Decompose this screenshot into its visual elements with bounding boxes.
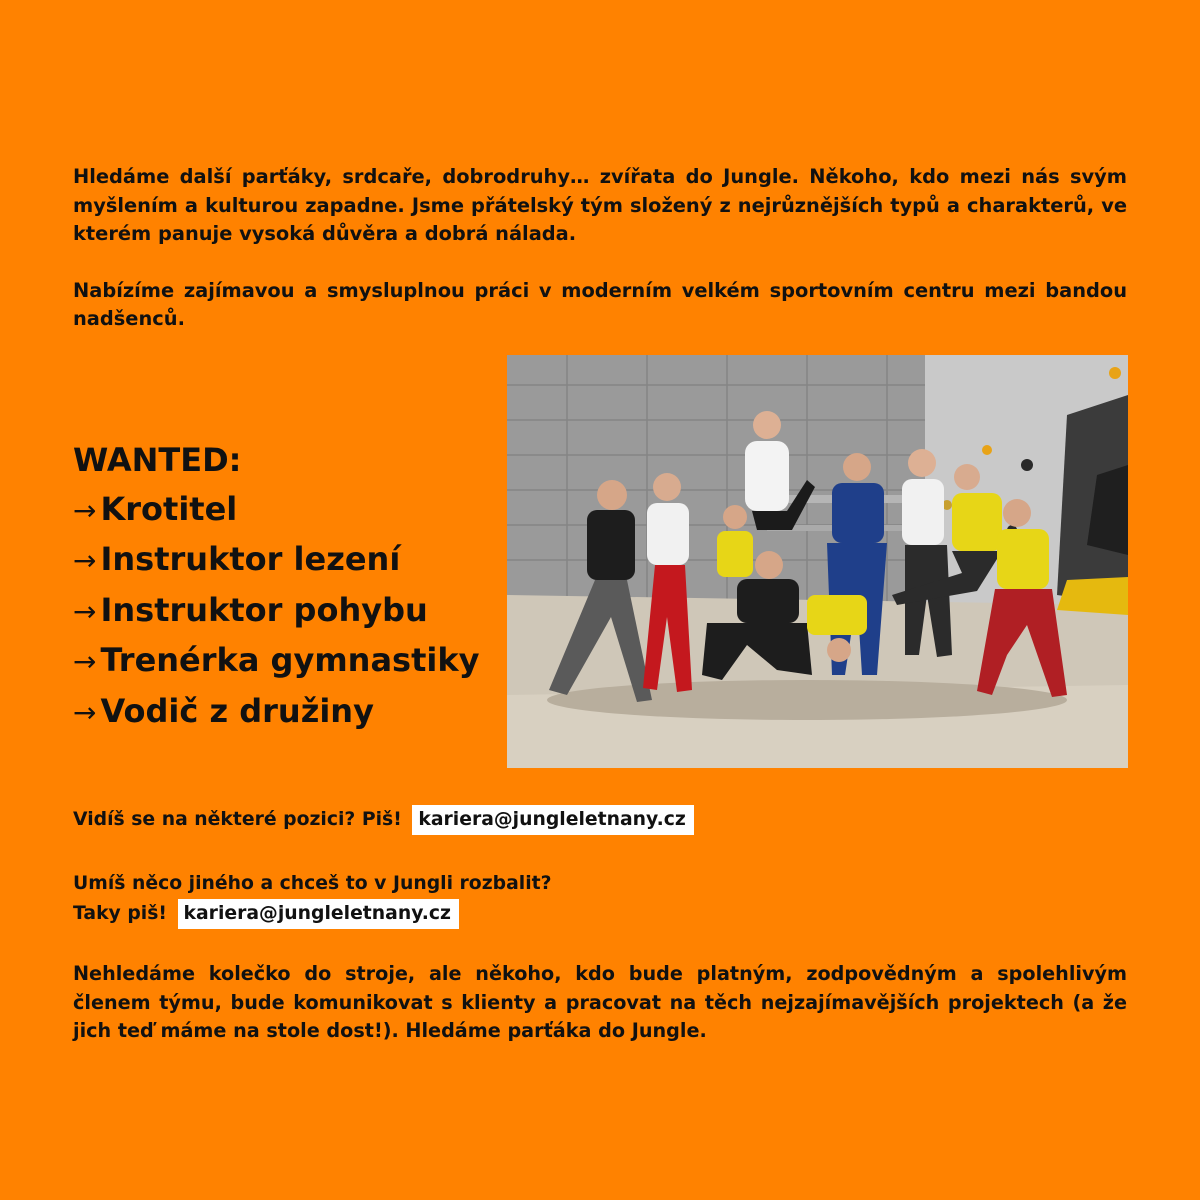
email-link-2[interactable]: kariera@jungleletnany.cz (178, 899, 459, 929)
position-item (73, 535, 503, 586)
email-link-1[interactable]: kariera@jungleletnany.cz (412, 805, 693, 835)
contact-prompt-2: Taky piš! (73, 903, 167, 924)
outro-text: Nehledáme kolečko do stroje, ale někoho, kdo bude platným, zodpovědným a spolehlivým členem týmu, bude komunikovat s klienty a pracovat na těch nejzajímavějších projektech (a že jich teď máme na stole dost!). Hledáme parťáka do Jungle. (73, 962, 1127, 1042)
position-item (73, 485, 503, 536)
arrow-right-icon: → (73, 493, 97, 527)
contact-section (73, 805, 1127, 929)
team-photo (507, 355, 1128, 768)
position-item (73, 636, 503, 687)
position-label: Instruktor lezení (100, 540, 401, 579)
arrow-right-icon: → (73, 645, 97, 679)
wanted-heading: WANTED: (73, 441, 242, 479)
position-label: Krotitel (100, 489, 238, 528)
contact-line-1 (73, 805, 1127, 835)
intro-paragraph-2: Nabízíme zajímavou a smysluplnou práci v moderním velkém sportovním centru mezi bandou nadšenců. (73, 278, 1127, 330)
intro-text (73, 163, 1127, 362)
contact-line-3 (73, 899, 1127, 929)
position-label: Instruktor pohybu (100, 590, 428, 629)
position-item (73, 687, 503, 738)
arrow-right-icon: → (73, 594, 97, 628)
arrow-right-icon: → (73, 695, 97, 729)
arrow-right-icon: → (73, 544, 97, 578)
intro-paragraph-1: Hledáme další parťáky, srdcaře, dobrodruhy… zvířata do Jungle. Někoho, kdo mezi nás svým myšlením a kulturou zapadne. Jsme přátelský tým složený z nejrůznějších typů a charakterů, ve kterém panuje vysoká důvěra a dobrá nálada. (73, 165, 1127, 245)
position-label: Trenérka gymnastiky (100, 641, 480, 680)
contact-line-2: Umíš něco jiného a chceš to v Jungli rozbalit? (73, 873, 552, 894)
wanted-list (73, 436, 503, 738)
position-item (73, 586, 503, 637)
contact-prompt-1: Vidíš se na některé pozici? Piš! (73, 809, 402, 830)
position-label: Vodič z družiny (100, 691, 374, 730)
